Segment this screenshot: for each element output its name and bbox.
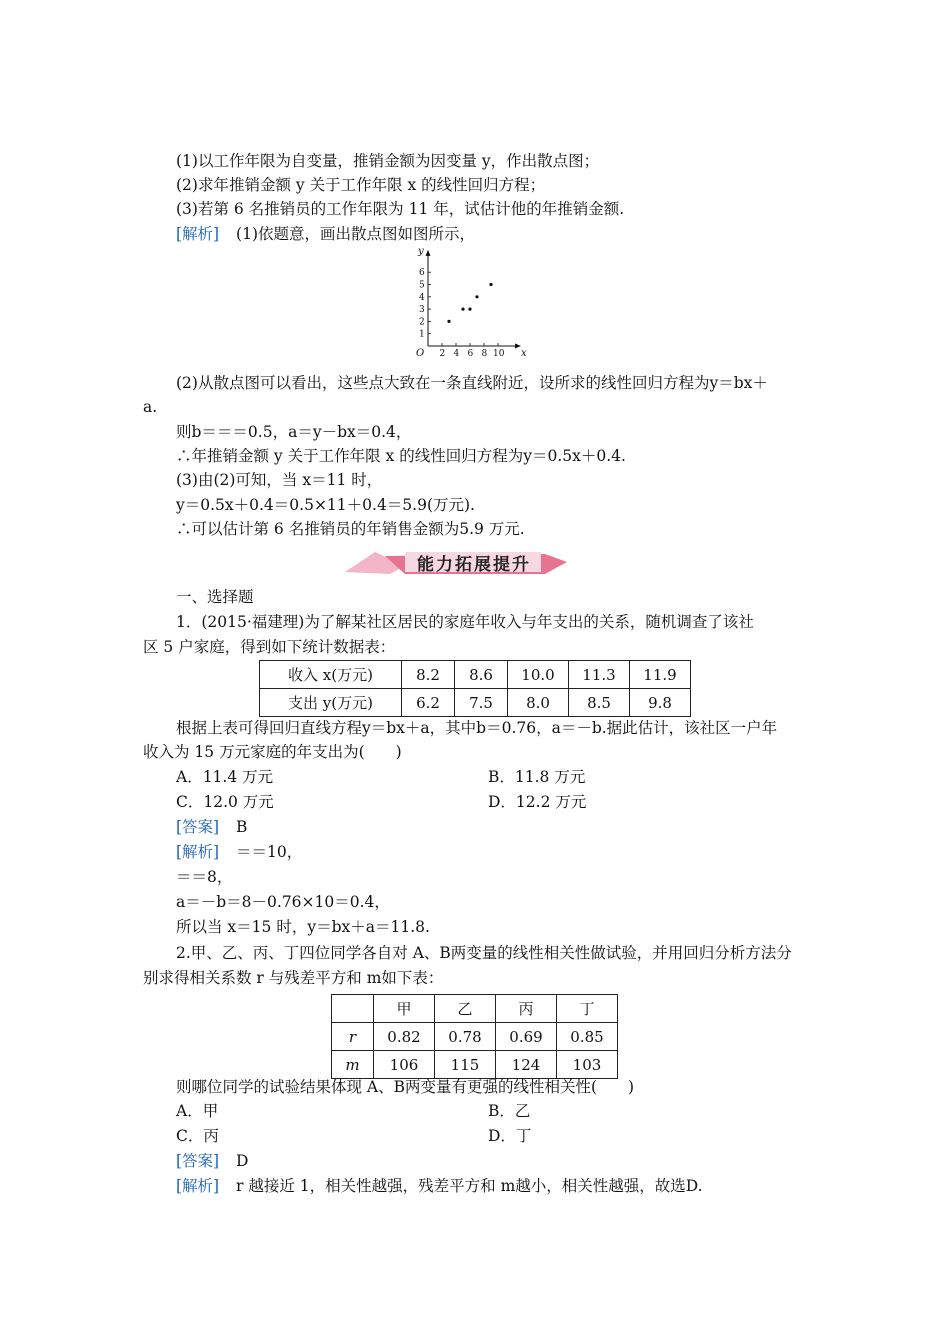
table-cell: 0.85 (557, 1023, 618, 1051)
table-cell: 7.5 (455, 689, 508, 717)
answer-value: D (236, 1152, 249, 1170)
table-cell: 124 (496, 1051, 557, 1079)
solution-line (176, 841, 302, 863)
y-tick-label: 6 (419, 268, 425, 279)
table-cell: 8.5 (569, 689, 630, 717)
solution-coefficients: 则b＝＝＝0.5，a＝y－bx＝0.4， (176, 423, 412, 441)
answer-value: B (236, 818, 248, 836)
option-b: B．乙 (488, 1102, 531, 1120)
table-cell: 11.9 (630, 661, 691, 689)
solution-step: 所以当 x＝15 时，y＝bx＋a＝11.8. (176, 918, 430, 936)
table-cell: 103 (557, 1051, 618, 1079)
y-tick-label: 4 (419, 292, 425, 303)
answer-tag: [答案] (176, 1152, 220, 1170)
table-cell: 115 (435, 1051, 496, 1079)
data-point (468, 308, 471, 311)
question-1-text-cont: 收入为 15 万元家庭的年支出为( ) (143, 743, 402, 761)
x-axis-label: x (521, 348, 527, 359)
table-cell: 0.69 (496, 1023, 557, 1051)
table-header-cell: r (332, 1023, 374, 1051)
table-cell: 0.82 (374, 1023, 435, 1051)
solution-line (176, 223, 475, 245)
y-tick-label: 1 (419, 329, 425, 340)
table-header-cell: 支出 y(万元) (260, 689, 402, 717)
question-1-stem: 1．(2015·福建理)为了解某社区居民的家庭年收入与年支出的关系，随机调查了该社 (176, 613, 754, 631)
solution-conclusion: ∴可以估计第 6 名推销员的年销售金额为5.9 万元. (176, 520, 525, 538)
section-heading: 一、选择题 (176, 588, 254, 606)
solution-step: a＝－b＝8－0.76×10＝0.4， (176, 893, 390, 911)
banner-title: 能力拓展提升 (417, 555, 531, 575)
question-1-text: 根据上表可得回归直线方程y＝bx＋a，其中b＝0.76，a＝－b.据此估计，该社区一户年 (176, 719, 778, 737)
x-tick-label: 8 (481, 349, 488, 359)
question-2-stem-cont: 别求得相关系数 r 与残差平方和 m如下表： (143, 969, 444, 987)
correlation-table (331, 994, 618, 1079)
data-point (475, 295, 478, 298)
solution-calculation: y＝0.5x＋0.4＝0.5×11＋0.4＝5.9(万元). (176, 496, 475, 514)
table-cell: 0.78 (435, 1023, 496, 1051)
answer-tag: [答案] (176, 818, 220, 836)
solution-tag: [解析] (176, 1177, 220, 1195)
x-tick-label: 2 (439, 349, 446, 359)
table-cell: 11.3 (569, 661, 630, 689)
data-point (447, 320, 450, 323)
y-tick-label: 3 (419, 305, 425, 316)
solution-part-2: (2)从散点图可以看出，这些点大致在一条直线附近，设所求的线性回归方程为y＝bx＋ (176, 374, 768, 392)
table-cell: 8.0 (508, 689, 569, 717)
solution-part-2-cont: a. (143, 398, 158, 416)
table-header-cell (332, 995, 374, 1023)
table-cell: 9.8 (630, 689, 691, 717)
table-row (332, 1051, 618, 1079)
data-point (461, 308, 464, 311)
question-2-text: 则哪位同学的试验结果体现 A、B两变量有更强的线性相关性( ) (176, 1078, 635, 1096)
data-point (489, 283, 492, 286)
option-d: D．12.2 万元 (488, 793, 587, 811)
solution-step: ＝＝8， (176, 868, 233, 886)
scatter-plot (408, 245, 568, 360)
y-axis-label: y (418, 245, 424, 257)
question-1-stem-cont: 区 5 户家庭，得到如下统计数据表： (143, 638, 396, 656)
table-header-cell: 乙 (435, 995, 496, 1023)
solution-text: (1)依题意，画出散点图如图所示， (236, 225, 476, 243)
table-header-cell: 丙 (496, 995, 557, 1023)
option-c: C．12.0 万元 (176, 793, 274, 811)
table-cell: 8.2 (402, 661, 455, 689)
income-expense-table (259, 660, 691, 717)
table-header-cell: 丁 (557, 995, 618, 1023)
table-cell: 10.0 (508, 661, 569, 689)
option-d: D．丁 (488, 1127, 532, 1145)
option-c: C．丙 (176, 1127, 219, 1145)
question-1-part-2: (2)求年推销金额 y 关于工作年限 x 的线性回归方程； (176, 176, 546, 194)
table-row (332, 1023, 618, 1051)
answer-line (176, 816, 247, 838)
option-a: A．11.4 万元 (176, 768, 274, 786)
x-tick-label: 4 (453, 349, 460, 359)
option-b: B．11.8 万元 (488, 768, 586, 786)
x-tick-label: 10 (493, 349, 505, 359)
solution-tag: [解析] (176, 225, 220, 243)
question-1-part-3: (3)若第 6 名推销员的工作年限为 11 年，试估计他的年推销金额. (176, 200, 625, 218)
y-axis-arrow (426, 250, 431, 256)
y-tick-label: 2 (419, 317, 425, 328)
solution-tag: [解析] (176, 843, 220, 861)
table-header-cell: 甲 (374, 995, 435, 1023)
solution-text: ＝＝10， (236, 843, 303, 861)
origin-label: O (416, 348, 425, 359)
solution-equation: ∴年推销金额 y 关于工作年限 x 的线性回归方程为y＝0.5x＋0.4. (176, 447, 626, 465)
option-a: A．甲 (176, 1102, 219, 1120)
question-2-stem: 2.甲、乙、丙、丁四位同学各自对 A、B两变量的线性相关性做试验，并用回归分析方法分 (176, 944, 792, 962)
table-header-cell: m (332, 1051, 374, 1079)
table-cell: 6.2 (402, 689, 455, 717)
x-tick-label: 6 (467, 349, 474, 359)
table-row (332, 995, 618, 1023)
table-row (260, 661, 691, 689)
table-row (260, 689, 691, 717)
answer-line (176, 1150, 248, 1172)
y-tick-label: 5 (419, 280, 425, 291)
solution-part-3: (3)由(2)可知，当 x＝11 时， (176, 471, 383, 489)
question-1-part-1: (1)以工作年限为自变量，推销金额为因变量 y，作出散点图； (176, 152, 600, 170)
table-cell: 106 (374, 1051, 435, 1079)
solution-text: r 越接近 1，相关性越强，残差平方和 m越小，相关性越强，故选D. (236, 1177, 703, 1195)
section-banner (345, 548, 570, 576)
table-header-cell: 收入 x(万元) (260, 661, 402, 689)
table-cell: 8.6 (455, 661, 508, 689)
solution-line (176, 1175, 703, 1197)
